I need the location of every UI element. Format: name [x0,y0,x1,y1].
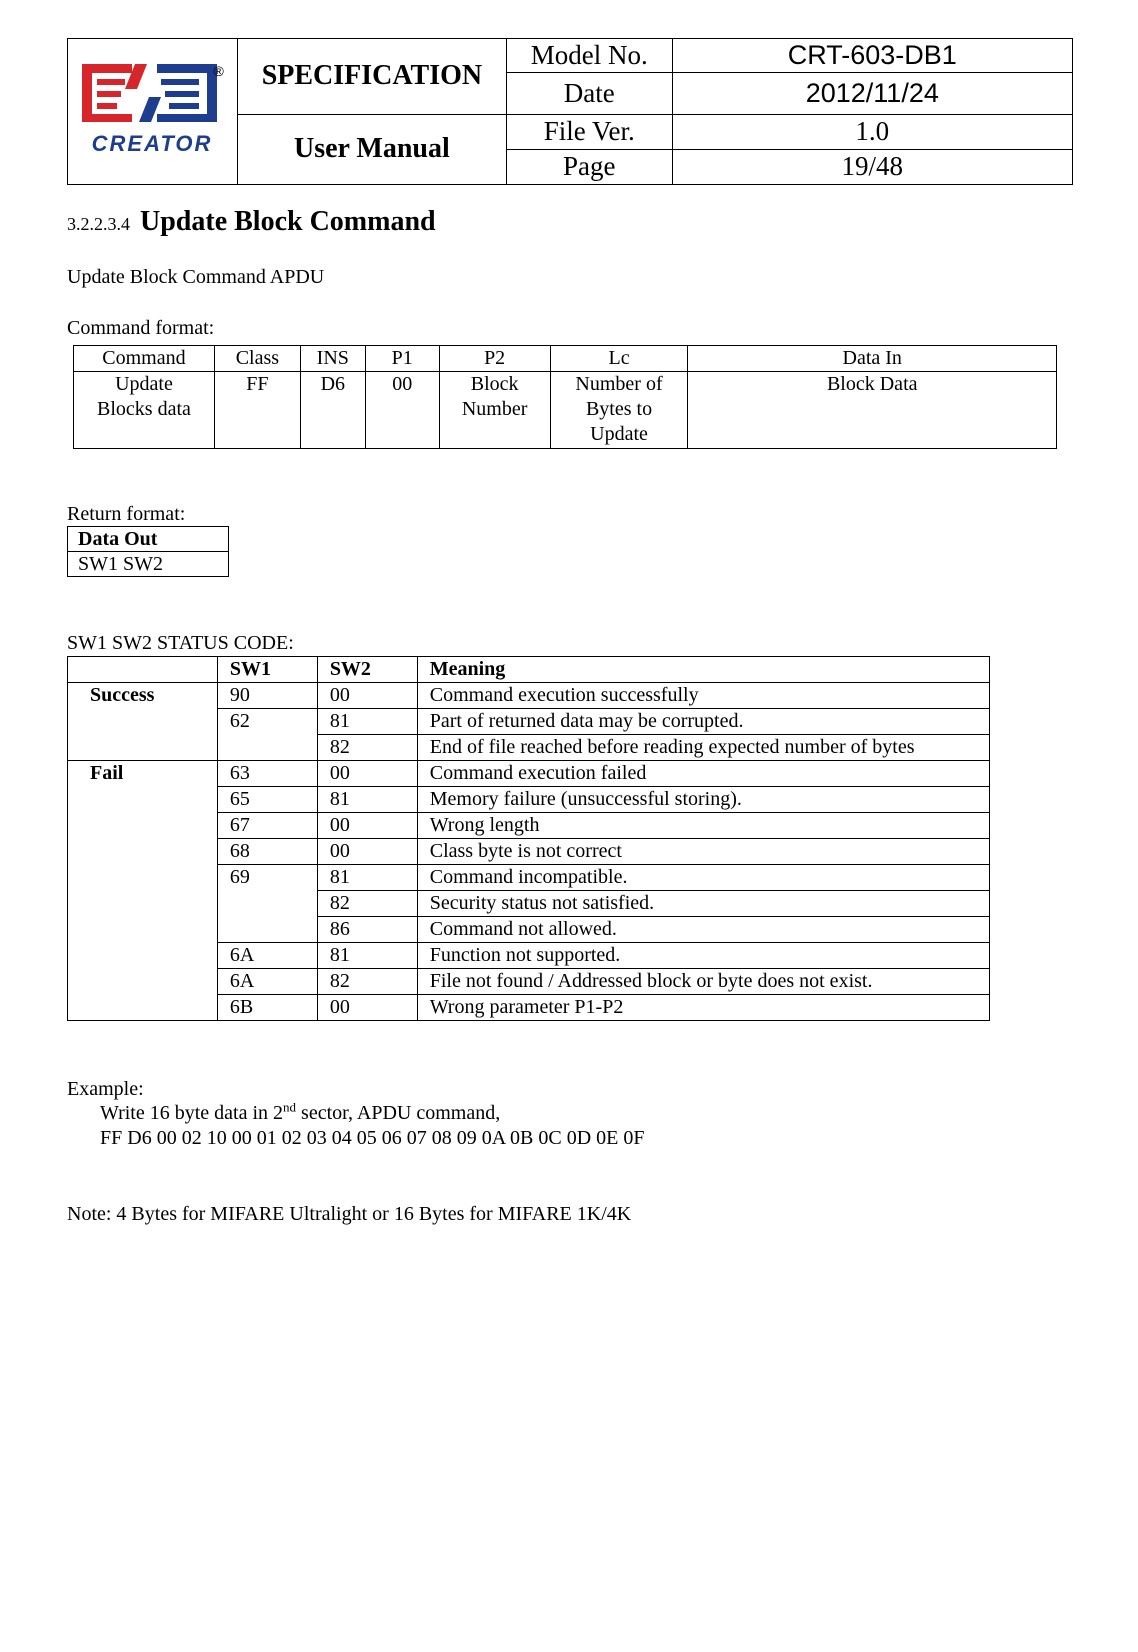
col-header: P2 [439,346,550,372]
example-label: Example: [67,1078,144,1100]
sw1-cell: 63 [217,761,317,787]
filever-value: 1.0 [672,114,1072,149]
date-label: Date [506,73,672,114]
sw2-cell: 00 [317,839,417,865]
return-format-label: Return format: [67,503,186,525]
cell-p2: Block Number [439,372,550,449]
col-header: P1 [365,346,439,372]
col-header [68,657,218,683]
cell-p1: 00 [365,372,439,449]
sw2-cell: 81 [317,943,417,969]
cell-ins: D6 [300,372,365,449]
sw2-cell: 82 [317,735,417,761]
meaning-cell: Part of returned data may be corrupted. [417,709,989,735]
sw2-cell: 00 [317,761,417,787]
sw2-cell: 00 [317,683,417,709]
cell-data-in: Block Data [688,372,1057,449]
section-heading [67,206,436,238]
sw2-cell: 81 [317,787,417,813]
sw1-cell: 65 [217,787,317,813]
sw2-cell: 82 [317,891,417,917]
model-value: CRT-603-DB1 [672,39,1072,73]
cell-class: FF [214,372,300,449]
meaning-cell: Security status not satisfied. [417,891,989,917]
col-header: INS [300,346,365,372]
sw1-cell: 90 [217,683,317,709]
status-table [67,656,990,1021]
col-header: Meaning [417,657,989,683]
success-group-label: Success [68,683,218,761]
document-header [67,38,1073,185]
model-label: Model No. [506,39,672,73]
manual-title: User Manual [237,114,506,184]
registered-mark-icon: ® [213,62,224,79]
col-header: Lc [550,346,688,372]
col-header: Command [74,346,215,372]
sw1-cell: 69 [217,865,317,943]
col-header: Class [214,346,300,372]
col-header: Data In [688,346,1057,372]
logo-wordmark: CREATOR [92,131,213,156]
meaning-cell: End of file reached before reading expected number of bytes [417,735,989,761]
data-out-header: Data Out [68,527,229,552]
meaning-cell: Command not allowed. [417,917,989,943]
filever-label: File Ver. [506,114,672,149]
section-title: Update Block Command [140,206,436,237]
meaning-cell: Wrong length [417,813,989,839]
sw1-cell: 6B [217,995,317,1021]
meaning-cell: Command execution successfully [417,683,989,709]
meaning-cell: Function not supported. [417,943,989,969]
meaning-cell: Command incompatible. [417,865,989,891]
status-code-label: SW1 SW2 STATUS CODE: [67,632,294,654]
sw1-cell: 67 [217,813,317,839]
example-apdu: FF D6 00 02 10 00 01 02 03 04 05 06 07 08 09 0A 0B 0C 0D 0E 0F [100,1127,645,1149]
cell-command: Update Blocks data [74,372,215,449]
meaning-cell: Class byte is not correct [417,839,989,865]
sw2-cell: 81 [317,865,417,891]
note-text: Note: 4 Bytes for MIFARE Ultralight or 16 Bytes for MIFARE 1K/4K [67,1203,632,1225]
command-format-label: Command format: [67,317,215,339]
spec-title: SPECIFICATION [237,39,506,115]
sw1-cell: 6A [217,943,317,969]
sw2-cell: 82 [317,969,417,995]
intro-text: Update Block Command APDU [67,266,325,288]
sw1-cell: 6A [217,969,317,995]
col-header: SW2 [317,657,417,683]
sw1-cell: 68 [217,839,317,865]
sw1-cell: 62 [217,709,317,761]
return-table [67,526,229,577]
logo-cell [68,39,238,185]
col-header: SW1 [217,657,317,683]
command-table [73,345,1057,449]
sw2-cell: 00 [317,813,417,839]
example-line-1: Write 16 byte data in 2nd sector, APDU command, [100,1099,501,1124]
sw2-cell: 86 [317,917,417,943]
sw2-cell: 81 [317,709,417,735]
meaning-cell: Wrong parameter P1-P2 [417,995,989,1021]
date-value: 2012/11/24 [672,73,1072,114]
meaning-cell: Memory failure (unsuccessful storing). [417,787,989,813]
fail-group-label: Fail [68,761,218,1021]
sw2-cell: 00 [317,995,417,1021]
cell-lc: Number of Bytes to Update [550,372,688,449]
page-label: Page [506,149,672,184]
meaning-cell: Command execution failed [417,761,989,787]
page-value: 19/48 [672,149,1072,184]
meaning-cell: File not found / Addressed block or byte does not exist. [417,969,989,995]
creator-logo-icon [77,59,227,159]
data-out-value: SW1 SW2 [68,552,229,577]
section-number: 3.2.2.3.4 [67,214,130,234]
